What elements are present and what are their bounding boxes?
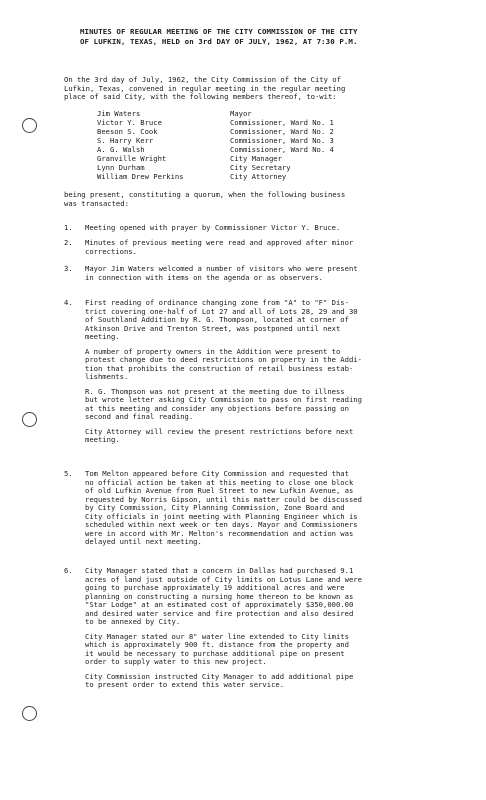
item-line: City officials in joint meeting with Planning Engineer which is xyxy=(85,511,358,521)
item-line: requested by Norris Gipson, until this matter could be discussed xyxy=(85,494,362,504)
item-line: R. G. Thompson was not present at the meeting due to illness xyxy=(85,386,345,396)
item-paragraph xyxy=(85,633,475,667)
item-paragraph xyxy=(85,388,475,422)
item-number: 6. xyxy=(64,566,73,575)
item-line: A number of property owners in the Addition were present to xyxy=(85,346,341,356)
member-title: Commissioner, Ward No. 3 xyxy=(230,136,334,145)
member-title: City Secretary xyxy=(230,163,291,172)
item-line: City Manager stated our 8" water line extended to City limits xyxy=(85,631,349,641)
member-name: A. G. Walsh xyxy=(97,145,145,154)
item-paragraph xyxy=(85,299,475,342)
item-body xyxy=(85,299,475,451)
item-line: First reading of ordinance changing zone from "A" to "F" Dis- xyxy=(85,298,349,307)
member-row xyxy=(97,127,334,136)
intro-paragraph xyxy=(64,76,464,102)
item-line: which is approximately 900 ft. distance from the property and xyxy=(85,640,349,649)
item-paragraph xyxy=(85,673,475,690)
item-line: to be annexed by City. xyxy=(85,617,181,626)
item-line: of Southland Addition by R. G. Thompson, located at corner of xyxy=(85,315,349,324)
punch-hole-bottom xyxy=(22,706,37,721)
item-line: City Attorney will review the present restrictions before next xyxy=(85,426,354,436)
item-line: tion that prohibits the construction of retail business estab- xyxy=(85,363,354,373)
member-row xyxy=(97,172,334,181)
item-body xyxy=(85,239,475,262)
item-line: no official action be taken at this meeting to close one block xyxy=(85,477,354,487)
item-paragraph xyxy=(85,239,475,256)
member-name: William Drew Perkins xyxy=(97,172,184,181)
member-row xyxy=(97,109,334,118)
item-line: at this meeting and consider any objections before passing on xyxy=(85,403,349,413)
item-body xyxy=(85,470,475,553)
item-paragraph xyxy=(85,428,475,445)
item-line: trict covering one-half of Lot 27 and all of Lots 28, 29 and 30 xyxy=(85,306,358,316)
member-name: Beeson S. Cook xyxy=(97,127,158,136)
item-line: lishments. xyxy=(85,372,129,381)
intro-line: Lufkin, Texas, convened in regular meeting in the regular meeting xyxy=(64,83,346,93)
member-name: S. Harry Kerr xyxy=(97,136,154,145)
member-row xyxy=(97,145,334,154)
item-line: acres of land just outside of City limits on Lotus Lane and were xyxy=(85,574,362,584)
item-line: meeting. xyxy=(85,435,120,444)
item-number: 2. xyxy=(64,238,73,247)
item-line: Atkinson Drive and Trenton Street, was postponed until next xyxy=(85,323,341,333)
item-number: 5. xyxy=(64,469,73,478)
member-title: Commissioner, Ward No. 2 xyxy=(230,127,334,136)
item-line: were in accord with Mr. Melton's recommendation and action was xyxy=(85,528,354,538)
member-title: Mayor xyxy=(230,109,252,118)
item-line: Minutes of previous meeting were read and approved after minor xyxy=(85,238,354,247)
item-line: of old Lufkin Avenue from Ruel Street to new Lufkin Avenue, as xyxy=(85,486,354,495)
item-line: delayed until next meeting. xyxy=(85,537,202,546)
title-line: OF LUFKIN, TEXAS, HELD on 3rd DAY OF JULY, 1962, AT 7:30 P.M. xyxy=(80,37,358,46)
item-line: planning on constructing a nursing home thereon to be known as xyxy=(85,591,354,601)
item-line: City Commission instructed City Manager to add additional pipe xyxy=(85,671,354,681)
member-title: City Attorney xyxy=(230,172,287,181)
item-line: in connection with items on the agenda or as observers. xyxy=(85,272,323,282)
item-paragraph xyxy=(85,567,475,627)
item-paragraph xyxy=(85,470,475,547)
item-line: by City Commission, City Planning Commission, Zone Board and xyxy=(85,503,345,512)
item-line: second and final reading. xyxy=(85,412,194,421)
quorum-paragraph xyxy=(64,191,464,208)
item-line: Meeting opened with prayer by Commissioner Victor Y. Bruce. xyxy=(85,223,341,232)
item-line: to present order to extend this water service. xyxy=(85,680,285,689)
member-name: Victor Y. Bruce xyxy=(97,118,162,127)
member-row xyxy=(97,154,334,163)
punch-hole-top xyxy=(22,118,37,133)
item-line: and desired water service and fire protection and also desired xyxy=(85,608,354,618)
quorum-line: being present, constituting a quorum, when the following business xyxy=(64,190,346,199)
item-line: "Star Lodge" at an estimated cost of approximately $350,000.00 xyxy=(85,600,354,609)
item-paragraph xyxy=(85,265,475,282)
title-line: MINUTES OF REGULAR MEETING OF THE CITY COMMISSION OF THE CITY xyxy=(80,27,358,36)
item-body xyxy=(85,265,475,288)
item-body xyxy=(85,567,475,696)
member-title: Commissioner, Ward No. 4 xyxy=(230,145,334,154)
item-line: protest change due to deed restrictions on property in the Addi- xyxy=(85,355,362,364)
item-line: corrections. xyxy=(85,246,137,256)
item-line: but wrote letter asking City Commission to pass on first reading xyxy=(85,395,362,404)
item-number: 1. xyxy=(64,223,73,232)
item-line: it would be necessary to purchase additional pipe on present xyxy=(85,648,345,658)
intro-line: On the 3rd day of July, 1962, the City Commission of the City of xyxy=(64,75,341,84)
item-line: Tom Melton appeared before City Commission and requested that xyxy=(85,469,349,478)
item-body xyxy=(85,224,475,239)
members-list xyxy=(97,109,334,181)
item-number: 3. xyxy=(64,264,73,273)
member-name: Jim Waters xyxy=(97,109,141,118)
member-name: Lynn Durham xyxy=(97,163,145,172)
item-number: 4. xyxy=(64,298,73,307)
item-line: Mayor Jim Waters welcomed a number of visitors who were present xyxy=(85,264,358,273)
member-title: Commissioner, Ward No. 1 xyxy=(230,118,334,127)
item-line: order to supply water to this new project. xyxy=(85,657,267,666)
quorum-line: was transacted: xyxy=(64,198,129,208)
item-paragraph xyxy=(85,348,475,382)
item-paragraph xyxy=(85,224,475,233)
punch-hole-middle xyxy=(22,412,37,427)
member-title: City Manager xyxy=(230,154,282,163)
member-row xyxy=(97,136,334,145)
member-row xyxy=(97,118,334,127)
item-line: scheduled within next week or ten days. Mayor and Commissioners xyxy=(85,520,358,529)
item-line: meeting. xyxy=(85,332,120,341)
member-name: Granville Wright xyxy=(97,154,167,163)
minutes-title xyxy=(80,27,440,47)
item-line: going to purchase approximately 19 additional acres and were xyxy=(85,583,345,592)
intro-line: place of said City, with the following members thereof, to-wit: xyxy=(64,92,337,102)
member-row xyxy=(97,163,334,172)
item-line: City Manager stated that a concern in Dallas had purchased 9.1 xyxy=(85,566,354,575)
